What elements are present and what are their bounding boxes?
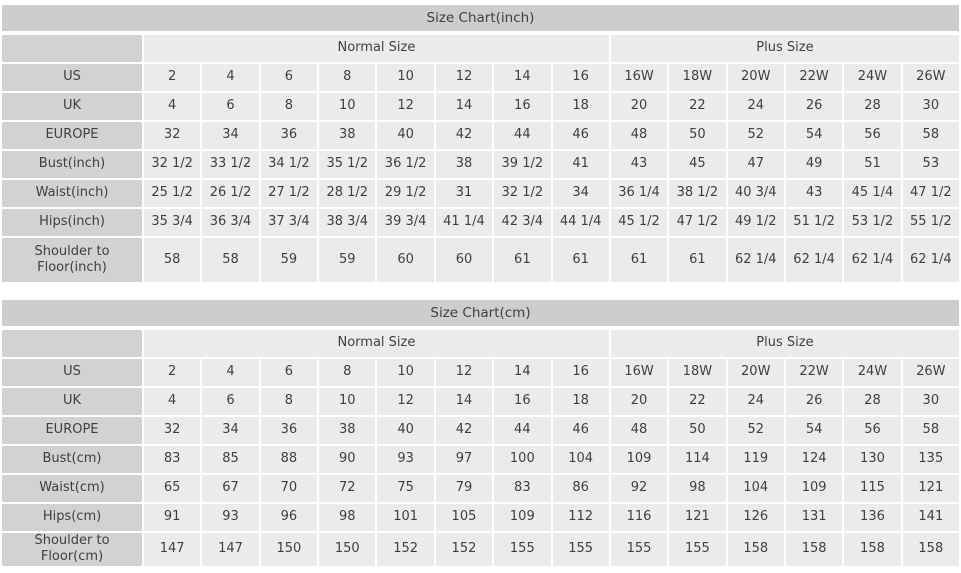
size-cell: 26 1/2 <box>202 180 258 207</box>
size-cell: 34 <box>202 417 258 444</box>
size-cell: 12 <box>436 64 492 91</box>
size-cell: 2 <box>144 359 200 386</box>
size-cell: 38 <box>319 417 375 444</box>
size-cell: 4 <box>144 93 200 120</box>
size-cell: 53 1/2 <box>844 209 900 236</box>
size-cell: 97 <box>436 446 492 473</box>
row-label: US <box>2 359 142 386</box>
size-cell: 47 1/2 <box>669 209 725 236</box>
size-cell: 24W <box>844 64 900 91</box>
size-cell: 130 <box>844 446 900 473</box>
size-cell: 42 <box>436 417 492 444</box>
size-cell: 62 1/4 <box>728 238 784 282</box>
size-cell: 124 <box>786 446 842 473</box>
row-label: EUROPE <box>2 417 142 444</box>
size-cell: 44 <box>494 122 550 149</box>
size-cell: 36 1/2 <box>377 151 433 178</box>
size-cell: 32 <box>144 417 200 444</box>
size-cell: 38 1/2 <box>669 180 725 207</box>
row-label: EUROPE <box>2 122 142 149</box>
size-cell: 38 3/4 <box>319 209 375 236</box>
size-cell: 6 <box>261 64 317 91</box>
size-cell: 93 <box>202 504 258 531</box>
size-cell: 43 <box>611 151 667 178</box>
size-cell: 8 <box>319 64 375 91</box>
row-label: Shoulder to Floor(cm) <box>2 533 142 566</box>
group-header: Normal Size <box>144 330 609 357</box>
size-cell: 158 <box>844 533 900 566</box>
table-title: Size Chart(inch) <box>2 5 959 31</box>
size-cell: 109 <box>786 475 842 502</box>
group-header: Plus Size <box>611 35 959 62</box>
size-cell: 98 <box>669 475 725 502</box>
size-cell: 58 <box>202 238 258 282</box>
size-cell: 18 <box>553 93 609 120</box>
corner-cell <box>2 35 142 62</box>
size-cell: 47 1/2 <box>903 180 959 207</box>
row-label: Waist(cm) <box>2 475 142 502</box>
size-cell: 61 <box>669 238 725 282</box>
size-cell: 40 <box>377 417 433 444</box>
size-cell: 52 <box>728 417 784 444</box>
size-cell: 48 <box>611 417 667 444</box>
size-cell: 32 <box>144 122 200 149</box>
size-cell: 92 <box>611 475 667 502</box>
size-cell: 28 1/2 <box>319 180 375 207</box>
size-cell: 16 <box>553 64 609 91</box>
size-cell: 141 <box>903 504 959 531</box>
size-cell: 96 <box>261 504 317 531</box>
size-cell: 40 3/4 <box>728 180 784 207</box>
size-cell: 105 <box>436 504 492 531</box>
size-cell: 2 <box>144 64 200 91</box>
size-cell: 20 <box>611 388 667 415</box>
size-cell: 104 <box>553 446 609 473</box>
size-cell: 28 <box>844 93 900 120</box>
size-cell: 22 <box>669 388 725 415</box>
size-cell: 36 1/4 <box>611 180 667 207</box>
size-cell: 38 <box>436 151 492 178</box>
size-cell: 51 <box>844 151 900 178</box>
size-cell: 39 1/2 <box>494 151 550 178</box>
size-cell: 26 <box>786 388 842 415</box>
size-cell: 18W <box>669 64 725 91</box>
size-cell: 46 <box>553 122 609 149</box>
size-cell: 147 <box>144 533 200 566</box>
size-cell: 59 <box>319 238 375 282</box>
size-cell: 26W <box>903 64 959 91</box>
size-cell: 37 3/4 <box>261 209 317 236</box>
size-cell: 150 <box>261 533 317 566</box>
size-cell: 24 <box>728 93 784 120</box>
size-cell: 35 3/4 <box>144 209 200 236</box>
size-cell: 26W <box>903 359 959 386</box>
size-cell: 56 <box>844 417 900 444</box>
size-cell: 62 1/4 <box>786 238 842 282</box>
size-cell: 30 <box>903 93 959 120</box>
size-cell: 24W <box>844 359 900 386</box>
size-cell: 93 <box>377 446 433 473</box>
size-cell: 10 <box>377 64 433 91</box>
size-cell: 32 1/2 <box>494 180 550 207</box>
size-cell: 18 <box>553 388 609 415</box>
size-cell: 14 <box>436 93 492 120</box>
size-table <box>2 35 959 282</box>
size-cell: 51 1/2 <box>786 209 842 236</box>
size-cell: 42 <box>436 122 492 149</box>
size-cell: 45 <box>669 151 725 178</box>
size-cell: 29 1/2 <box>377 180 433 207</box>
corner-cell <box>2 330 142 357</box>
size-cell: 158 <box>728 533 784 566</box>
size-cell: 27 1/2 <box>261 180 317 207</box>
size-cell: 36 <box>261 122 317 149</box>
size-cell: 115 <box>844 475 900 502</box>
size-cell: 61 <box>611 238 667 282</box>
size-cell: 104 <box>728 475 784 502</box>
size-cell: 116 <box>611 504 667 531</box>
size-cell: 150 <box>319 533 375 566</box>
size-cell: 16 <box>494 388 550 415</box>
size-cell: 98 <box>319 504 375 531</box>
size-cell: 58 <box>144 238 200 282</box>
size-cell: 42 3/4 <box>494 209 550 236</box>
size-cell: 147 <box>202 533 258 566</box>
size-cell: 45 1/4 <box>844 180 900 207</box>
size-cell: 60 <box>436 238 492 282</box>
size-cell: 58 <box>903 417 959 444</box>
size-cell: 20W <box>728 359 784 386</box>
row-label: Hips(cm) <box>2 504 142 531</box>
size-cell: 10 <box>319 388 375 415</box>
size-cell: 48 <box>611 122 667 149</box>
size-cell: 8 <box>261 93 317 120</box>
size-cell: 70 <box>261 475 317 502</box>
size-cell: 121 <box>903 475 959 502</box>
row-label: Hips(inch) <box>2 209 142 236</box>
size-cell: 88 <box>261 446 317 473</box>
size-cell: 31 <box>436 180 492 207</box>
table-title: Size Chart(cm) <box>2 300 959 326</box>
size-cell: 61 <box>553 238 609 282</box>
row-label: UK <box>2 388 142 415</box>
size-cell: 56 <box>844 122 900 149</box>
size-cell: 75 <box>377 475 433 502</box>
size-cell: 39 3/4 <box>377 209 433 236</box>
size-cell: 60 <box>377 238 433 282</box>
size-cell: 44 <box>494 417 550 444</box>
size-cell: 126 <box>728 504 784 531</box>
size-cell: 40 <box>377 122 433 149</box>
size-cell: 90 <box>319 446 375 473</box>
size-cell: 54 <box>786 417 842 444</box>
row-label: Shoulder to Floor(inch) <box>2 238 142 282</box>
size-cell: 28 <box>844 388 900 415</box>
size-cell: 121 <box>669 504 725 531</box>
size-cell: 112 <box>553 504 609 531</box>
size-cell: 8 <box>319 359 375 386</box>
size-cell: 36 3/4 <box>202 209 258 236</box>
size-cell: 46 <box>553 417 609 444</box>
size-cell: 32 1/2 <box>144 151 200 178</box>
size-cell: 22W <box>786 359 842 386</box>
size-cell: 36 <box>261 417 317 444</box>
size-cell: 14 <box>436 388 492 415</box>
size-cell: 101 <box>377 504 433 531</box>
size-cell: 62 1/4 <box>903 238 959 282</box>
size-cell: 152 <box>436 533 492 566</box>
size-cell: 155 <box>669 533 725 566</box>
size-cell: 25 1/2 <box>144 180 200 207</box>
size-cell: 61 <box>494 238 550 282</box>
row-label: US <box>2 64 142 91</box>
size-cell: 24 <box>728 388 784 415</box>
size-cell: 22W <box>786 64 842 91</box>
size-cell: 47 <box>728 151 784 178</box>
size-cell: 33 1/2 <box>202 151 258 178</box>
size-cell: 26 <box>786 93 842 120</box>
size-cell: 45 1/2 <box>611 209 667 236</box>
size-cell: 6 <box>202 93 258 120</box>
size-cell: 6 <box>261 359 317 386</box>
size-cell: 55 1/2 <box>903 209 959 236</box>
size-cell: 20W <box>728 64 784 91</box>
size-cell: 4 <box>144 388 200 415</box>
row-label: Waist(inch) <box>2 180 142 207</box>
size-cell: 14 <box>494 64 550 91</box>
group-header: Normal Size <box>144 35 609 62</box>
size-chart-cm <box>2 300 959 566</box>
size-cell: 158 <box>903 533 959 566</box>
size-cell: 79 <box>436 475 492 502</box>
size-cell: 4 <box>202 64 258 91</box>
size-cell: 54 <box>786 122 842 149</box>
row-label: Bust(inch) <box>2 151 142 178</box>
size-cell: 34 <box>202 122 258 149</box>
group-header: Plus Size <box>611 330 959 357</box>
size-cell: 22 <box>669 93 725 120</box>
size-cell: 41 <box>553 151 609 178</box>
size-cell: 43 <box>786 180 842 207</box>
size-cell: 16 <box>494 93 550 120</box>
size-cell: 49 <box>786 151 842 178</box>
size-cell: 85 <box>202 446 258 473</box>
size-cell: 91 <box>144 504 200 531</box>
size-cell: 72 <box>319 475 375 502</box>
size-cell: 58 <box>903 122 959 149</box>
size-cell: 59 <box>261 238 317 282</box>
size-cell: 34 <box>553 180 609 207</box>
size-cell: 152 <box>377 533 433 566</box>
size-cell: 10 <box>377 359 433 386</box>
size-cell: 158 <box>786 533 842 566</box>
size-cell: 67 <box>202 475 258 502</box>
size-cell: 109 <box>494 504 550 531</box>
size-cell: 109 <box>611 446 667 473</box>
size-cell: 49 1/2 <box>728 209 784 236</box>
size-cell: 16W <box>611 64 667 91</box>
size-cell: 30 <box>903 388 959 415</box>
size-cell: 136 <box>844 504 900 531</box>
size-cell: 44 1/4 <box>553 209 609 236</box>
size-cell: 12 <box>436 359 492 386</box>
size-cell: 53 <box>903 151 959 178</box>
size-cell: 155 <box>611 533 667 566</box>
size-cell: 16W <box>611 359 667 386</box>
size-cell: 62 1/4 <box>844 238 900 282</box>
size-chart-inch <box>2 5 959 282</box>
size-cell: 14 <box>494 359 550 386</box>
size-cell: 119 <box>728 446 784 473</box>
size-cell: 114 <box>669 446 725 473</box>
size-cell: 8 <box>261 388 317 415</box>
size-cell: 41 1/4 <box>436 209 492 236</box>
size-table <box>2 330 959 566</box>
size-cell: 131 <box>786 504 842 531</box>
size-cell: 4 <box>202 359 258 386</box>
size-cell: 135 <box>903 446 959 473</box>
row-label: Bust(cm) <box>2 446 142 473</box>
size-cell: 50 <box>669 122 725 149</box>
row-label: UK <box>2 93 142 120</box>
size-cell: 52 <box>728 122 784 149</box>
size-cell: 12 <box>377 388 433 415</box>
size-cell: 65 <box>144 475 200 502</box>
size-cell: 155 <box>553 533 609 566</box>
size-cell: 34 1/2 <box>261 151 317 178</box>
size-cell: 38 <box>319 122 375 149</box>
size-cell: 18W <box>669 359 725 386</box>
size-cell: 86 <box>553 475 609 502</box>
size-cell: 83 <box>494 475 550 502</box>
size-cell: 50 <box>669 417 725 444</box>
size-cell: 155 <box>494 533 550 566</box>
size-cell: 100 <box>494 446 550 473</box>
size-cell: 12 <box>377 93 433 120</box>
size-cell: 83 <box>144 446 200 473</box>
size-cell: 35 1/2 <box>319 151 375 178</box>
size-cell: 6 <box>202 388 258 415</box>
size-cell: 10 <box>319 93 375 120</box>
size-cell: 20 <box>611 93 667 120</box>
size-cell: 16 <box>553 359 609 386</box>
